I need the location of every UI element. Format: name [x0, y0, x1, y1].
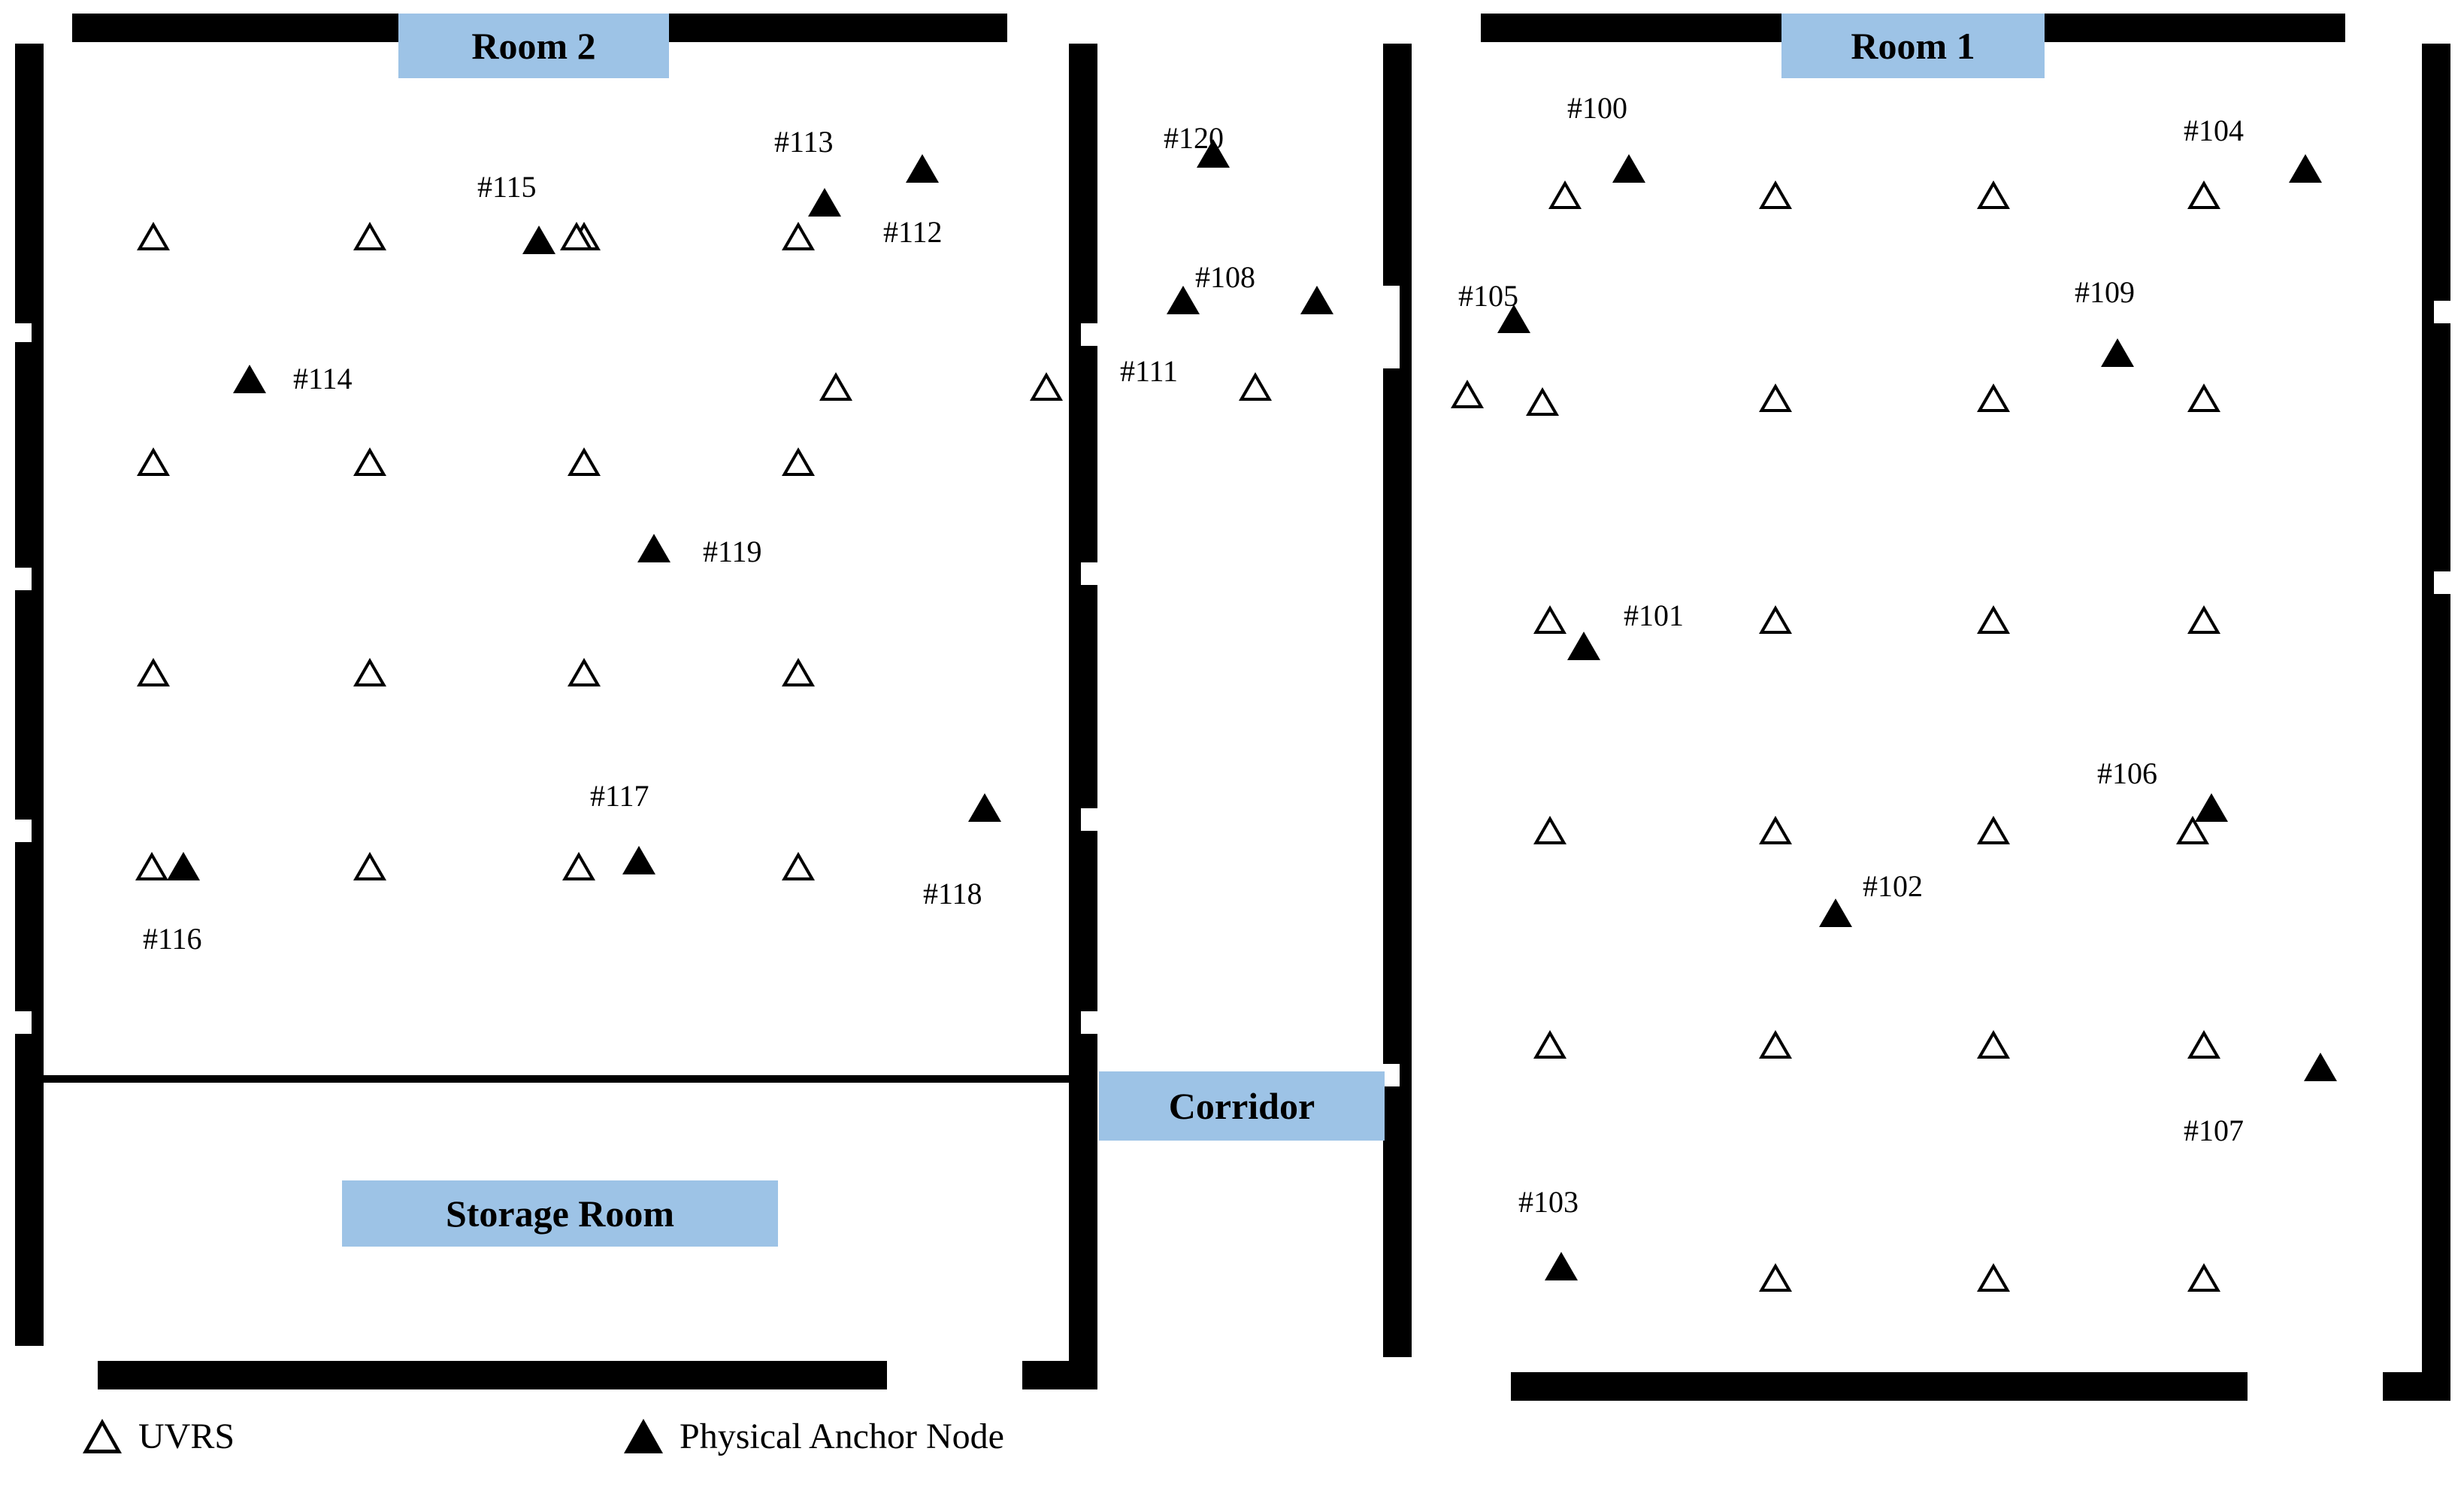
- anchor-marker-101: [1567, 632, 1600, 660]
- anchor-marker-119: [637, 534, 670, 562]
- uvrs-marker: [782, 658, 815, 686]
- uvrs-marker: [135, 852, 168, 880]
- anchor-marker-115: [522, 226, 555, 254]
- uvrs-marker: [353, 658, 386, 686]
- legend-item-anchor: [624, 1414, 1004, 1459]
- room1-notch-br: [2248, 1357, 2383, 1401]
- anchor-marker-108: [1300, 286, 1333, 314]
- node-label-114: #114: [293, 362, 353, 395]
- anchor-marker-118: [968, 793, 1001, 822]
- node-label-113: #113: [774, 125, 834, 159]
- uvrs-marker: [137, 658, 170, 686]
- uvrs-marker: [1759, 1263, 1792, 1292]
- anchor-marker-109: [2101, 338, 2134, 367]
- node-label-101: #101: [1624, 598, 1684, 632]
- node-label-108: #108: [1195, 260, 1255, 294]
- anchor-marker-107: [2304, 1053, 2337, 1081]
- uvrs-marker: [1759, 180, 1792, 209]
- hollow-triangle-icon: [83, 1419, 122, 1453]
- uvrs-marker: [353, 222, 386, 250]
- uvrs-marker: [782, 222, 815, 250]
- uvrs-marker: [2187, 383, 2220, 412]
- node-label-100: #100: [1567, 91, 1627, 125]
- anchor-marker-117: [622, 846, 655, 874]
- uvrs-marker: [782, 447, 815, 476]
- node-label-116: #116: [143, 922, 202, 956]
- node-label-107: #107: [2184, 1114, 2244, 1147]
- anchor-marker-102: [1819, 898, 1852, 927]
- room1-wallgap-left-mid: [1383, 1064, 1400, 1086]
- anchor-marker-100: [1612, 154, 1645, 183]
- anchor-marker-106: [2195, 793, 2228, 822]
- uvrs-marker: [1759, 383, 1792, 412]
- uvrs-marker: [1533, 1030, 1566, 1059]
- node-label-109: #109: [2075, 275, 2135, 309]
- node-label-105: #105: [1458, 279, 1518, 313]
- room2-wallgap-left-bottom: [15, 1011, 32, 1034]
- uvrs-marker: [1977, 1030, 2010, 1059]
- uvrs-marker: [1977, 180, 2010, 209]
- node-label-118: #118: [923, 877, 982, 911]
- room2-notch-bl: [15, 1346, 98, 1389]
- room2-wallgap-right-bottom: [1081, 1011, 1097, 1034]
- room1-wallgap-left-upper: [1383, 286, 1400, 368]
- uvrs-marker: [560, 222, 593, 250]
- anchor-marker-114: [233, 365, 266, 393]
- uvrs-marker: [2187, 1030, 2220, 1059]
- anchor-marker-112: [906, 154, 939, 183]
- uvrs-marker: [353, 447, 386, 476]
- room1-notch-bl: [1383, 1357, 1511, 1401]
- uvrs-marker: [1977, 816, 2010, 844]
- anchor-marker-103: [1545, 1252, 1578, 1280]
- uvrs-marker: [1759, 816, 1792, 844]
- uvrs-marker: [137, 447, 170, 476]
- uvrs-marker: [782, 852, 815, 880]
- node-label-111: #111: [1120, 354, 1179, 388]
- node-label-115: #115: [477, 170, 537, 204]
- uvrs-marker: [2187, 1263, 2220, 1292]
- room1-wallgap-right-mid: [2434, 571, 2450, 594]
- room2-wallgap-right-upper: [1081, 323, 1097, 346]
- node-label-104: #104: [2184, 114, 2244, 147]
- uvrs-marker: [353, 852, 386, 880]
- room2-wallgap-left-upper: [15, 323, 32, 342]
- room2-notch-tr: [1007, 14, 1097, 44]
- anchor-marker-116: [167, 852, 200, 880]
- node-label-112: #112: [883, 215, 943, 249]
- uvrs-marker: [1548, 180, 1582, 209]
- uvrs-marker: [1977, 383, 2010, 412]
- legend-label-uvrs: UVRS: [138, 1416, 235, 1456]
- room2-wallgap-left-lower: [15, 820, 32, 842]
- room1-floor: [1412, 42, 2422, 1372]
- room2-wallgap-right-lower: [1081, 808, 1097, 831]
- room-label-storage: Storage Room: [342, 1180, 778, 1247]
- storage-room-divider: [15, 1075, 1097, 1083]
- legend: [75, 1414, 1278, 1474]
- room2-notch-tl: [15, 14, 72, 44]
- anchor-marker-104: [2289, 154, 2322, 183]
- room-label-corridor: Corridor: [1099, 1071, 1385, 1141]
- uvrs-marker: [2187, 180, 2220, 209]
- uvrs-marker: [1030, 372, 1063, 401]
- uvrs-marker: [1533, 816, 1566, 844]
- uvrs-marker: [1533, 605, 1566, 634]
- room2-wallgap-right-mid: [1081, 562, 1097, 585]
- anchor-marker-113: [808, 188, 841, 217]
- room2-wallgap-left-mid: [15, 568, 32, 590]
- room2-notch-br: [887, 1346, 1022, 1389]
- uvrs-marker: [1239, 372, 1272, 401]
- uvrs-marker: [1977, 1263, 2010, 1292]
- uvrs-marker: [562, 852, 595, 880]
- room1-notch-tr: [2345, 14, 2450, 44]
- node-label-117: #117: [590, 779, 649, 813]
- uvrs-marker: [1759, 1030, 1792, 1059]
- uvrs-marker: [1526, 387, 1559, 416]
- room-label-room2: Room 2: [398, 14, 669, 78]
- legend-item-uvrs: [83, 1414, 235, 1459]
- uvrs-marker: [1759, 605, 1792, 634]
- node-label-103: #103: [1518, 1185, 1579, 1219]
- uvrs-marker: [568, 447, 601, 476]
- uvrs-marker: [137, 222, 170, 250]
- uvrs-marker: [1451, 380, 1484, 408]
- room1-wallgap-right-upper: [2434, 301, 2450, 323]
- node-label-106: #106: [2097, 756, 2157, 790]
- uvrs-marker: [2187, 605, 2220, 634]
- room-label-room1: Room 1: [1781, 14, 2045, 78]
- node-label-120: #120: [1164, 121, 1224, 155]
- uvrs-marker: [819, 372, 852, 401]
- legend-label-anchor: Physical Anchor Node: [680, 1416, 1004, 1456]
- filled-triangle-icon: [624, 1419, 663, 1453]
- node-label-102: #102: [1863, 869, 1923, 903]
- node-label-119: #119: [703, 535, 762, 568]
- uvrs-marker: [568, 658, 601, 686]
- uvrs-marker: [1977, 605, 2010, 634]
- room1-notch-tl: [1383, 14, 1481, 44]
